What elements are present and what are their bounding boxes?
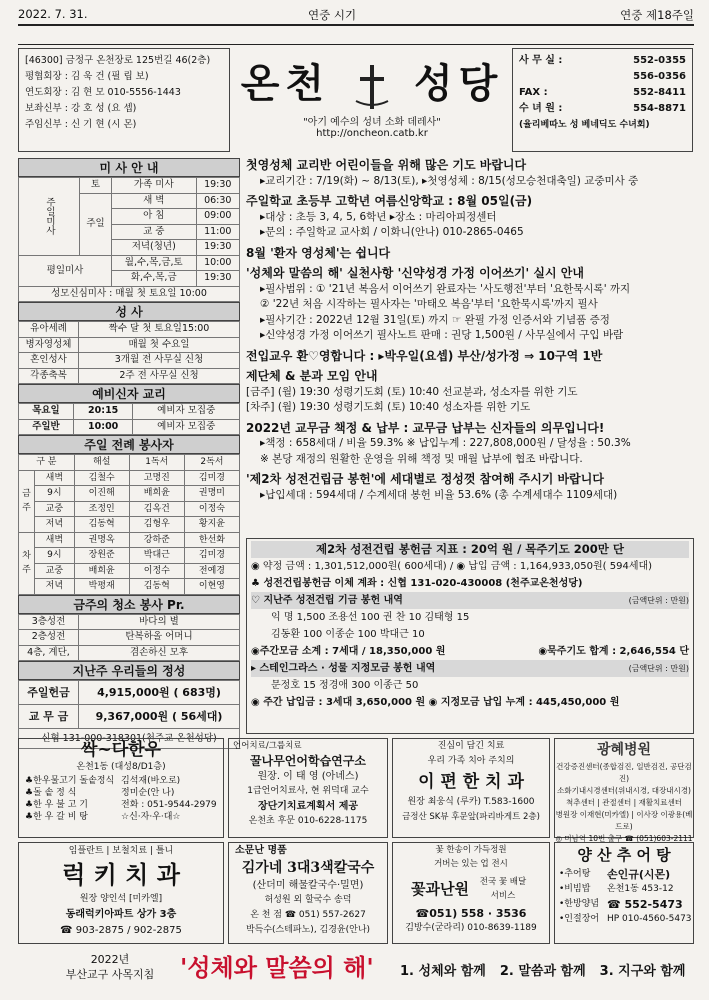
mass-schedule-table: 주일미사 토 가족 미사 19:30 주일 새 벽 06:30 아 침 09:00 교 중 11:00 저녁(청년) 19:30 평일미사 월,수,목,금,토 10:00 화,수,목,금 19:30 성모신심미사 : 매월 첫 토요일 10:00 [18,177,240,302]
server-title: 주일 전례 봉사자 [18,435,240,454]
server-table: 구 분 해설 1독서 2독서 금주 새벽 김철수 고명진 김미경 9시 이진해 배희윤 권명미 교중 조정인 김옥건 이정숙 저녁 김동혁 김형우 황지윤 차주 새벽 권명옥 강하준 한선화 9시 장원준 박대근 김미경 교중 배희윤 이정수 전예경 저녁 박평재 김동혁 이현영 [18,454,240,595]
notice-sick-communion: 8월 '환자 영성체'는 쉽니다 [246,245,391,260]
issue-date: 2022. 7. 31. [18,7,88,21]
notice-bible-copy: '성체와 말씀의 해' 실천사항 '신약성경 가정 이어쓰기' 실시 안내 [246,266,584,280]
assistant-priest: 보좌신부 : 강 호 성 (요 셉) [25,103,137,114]
masthead [236,48,508,152]
building-fund-box: 제2차 성전건립 봉헌금 지표 : 20억 원 / 목주기도 200만 단 ◉ 약정 금액 : 1,301,512,000원( 600세대) / ◉ 납입 금액 : 1,164,933,050원( 594세대) ♣ 성전건립봉헌금 이체 계좌 : 신협 131-020-430008 (천주교온천성당) ♡ 지난주 성전건립 기금 봉헌 내역 (금액단위 : 만원) 익 명 1,500 조용선 100 권 찬 10 김태형 15 김동환 100 이종순 100 박대근 10 ◉주간모금 소계 : 7세대 / 18,350,000 원 ◉묵주기도 합계 : 2,646,554 단 ▸ 스테인그라스 · 성물 지정모금 봉헌 내역 (금액단위 : 만원) 문정호 15 정경애 300 이종근 50 ◉ 주간 납입금 : 3세대 3,650,000 원 ◉ 지정모금 납입 누계 : 445,450,000 원 [246,538,694,734]
pastor: 주임신부 : 신 기 현 (시 몬) [25,119,137,130]
council-president: 평협회장 : 김 욱 건 (필 립 보) [25,71,149,82]
notice-summer-school: 주일학교 초등부 고학년 여름신앙학교 : 8월 05일(금) [246,194,533,208]
notice-first-communion: 첫영성체 교리반 어린이들을 위해 많은 기도 바랍니다 [246,158,527,172]
notice-welcome: 전입교우 환♡영합니다 : ▸박우일(요셉) 부산/성가정 ⇒ 10구역 1반 [246,348,603,363]
website-url[interactable]: http://oncheon.catb.kr [316,128,428,139]
sacrament-title: 성 사 [18,302,240,321]
footer-points: 1. 성체와 함께 2. 말씀과 함께 3. 지구와 함께 [400,964,686,979]
cross-icon [350,63,394,111]
notice-dues: 2022년 교무금 책정 & 납부 : 교무금 납부는 신자들의 의무입니다! [246,420,605,435]
cleaning-title: 금주의 청소 봉사 Pr. [18,595,240,614]
top-bar [18,5,694,25]
ad-hanwoo: 싹~다한우 온천1동 (대성8/D1층) ♣한우물고기 돌솥정식 ♣돌 솥 정 식 ♣한 우 불 고 기 ♣한 우 갈 비 탕 김석재(바오로) 정미순(안 나) 전화 : 051-9544-2979 ☆신·자·우·대☆ [18,738,224,838]
offering-table: 주일헌금 4,915,000원 ( 683명) 교 무 금 9,367,000원 ( 56세대) 신협 131-000-318301(천주교 온천성당) [18,680,240,749]
ad-hospital: 광혜병원 건강증진센터(종합검진, 일반검진, 공단검진) 소화기내시경센터(위내시경, 대장내시경) 척추센터 | 관절센터 | 재활치료센터 병원장 이재현(미카엘) | 이사장 이광용(베드로) ◎ 미남역 10번 출구 ☎ (051)603-2111 [554,738,694,838]
ad-speech: 언어치료/그룹치료 꿀나무언어학습연구소 원장. 이 태 영 (아녜스) 1급언어치료사, 현 위덕대 교수 장단기치료계획서 제공 온천초 후문 010-6228-1175 [228,738,388,838]
mass-schedule-title: 미 사 안 내 [18,158,240,177]
office-contacts: 사 무 실 : 552-0355 556-0356 FAX : 552-8411 수 녀 원 : 554-8871 (율리베따노 성 베네딕도 수녀회) [512,48,693,152]
notice-building-fund: '제2차 성전건립금 봉헌'에 세대별로 정성껏 참여해 주시기 바랍니다 [246,472,604,486]
catechumen-title: 예비신자 교리 [18,384,240,403]
ad-lucky-dental: 임플란트 | 보철치료 | 틀니 럭 키 치 과 원장 양인석 [미카엘] 동래럭키아파트 상가 3층 ☎ 903-2875 / 902-2875 [18,842,224,944]
ad-kalguksu: 소문난 명품 김가네 3대3색칼국수 (산더미 해물칼국수·밀면) 허성원 외 할국수 송덕 온 천 점 ☎ 051) 557-2627 박득수(스테파노), 김경윤(안나) [228,842,388,944]
ad-flower: 꽃 한송이 가득정원 거버는 있는 업 전시 꽃과난원 전국 꽃 배달 서비스 ☎051) 558 · 3536 김방수(굳라리) 010-8639-1189 [392,842,550,944]
notice-meetings: 제단체 & 분과 모임 안내 [246,369,378,383]
masthead-title: 온천 성당 [236,52,508,111]
footer-diocese: 2022년 부산교구 사목지침 [65,953,155,981]
top-rule [18,24,694,26]
catechumen-table: 목요일 20:15 예비자 모집중 주일반 10:00 예비자 모집중 [18,403,240,435]
offering-title: 지난주 우리들의 정성 [18,661,240,680]
liturgical-season: 연중 시기 [308,8,357,22]
district-president: 연도회장 : 김 현 모 010-5556-1443 [25,87,181,98]
patron-saint: "아기 예수의 성녀 소화 데레사" [303,117,441,128]
ad-chueotang: 양 산 추 어 탕 •추어탕 •비빔밥 •한방양념 •인절장어 손인규(시몬) 온천1동 453-12 ☎ 552-5473 HP 010-4560-5473 [554,842,694,944]
ad-dental-ipyeon: 진심이 담긴 치료 우리 가족 치아 주치의 이 편 한 치 과 원장 최웅식 (루카) T.583-1600 금정산 SK뷰 후문앞(파리바게트 2층) [392,738,550,838]
left-column [18,158,240,749]
sacrament-table: 유아세례 짝수 달 첫 토요일15:00 병자영성체 매월 첫 수요일 혼인성사 3개월 전 사무실 신청 각종축복 2주 전 사무실 신청 [18,321,240,384]
address: [46300] 금정구 온천장로 125번길 46(2층) [25,55,211,66]
footer-motto: '성체와 말씀의 해' [180,953,374,982]
convent-note: (율리베따노 성 베네딕도 수녀회) [519,120,650,130]
top-rule-2 [18,44,694,45]
cleaning-table: 3층성전 바다의 별 2층성전 탄복하올 어머니 4층, 계단, 겸손하신 모후 [18,614,240,662]
announcements: 첫영성체 교리반 어린이들을 위해 많은 기도 바랍니다 ▸교리기간 : 7/19(화) ~ 8/13(토), ▸첫영성체 : 8/15(성모승천대축일) 교중미사 중 주일학교 초등부 고학년 여름신앙학교 : 8월 05일(금) ▸대상 : 초등 3, 4, 5, 6학년 ▸장소 : 마리아피정센터 ▸문의 : 주일학교 교사회 / 이화니(안나) 010-2865-0465 8월 '환자 영성체'는 쉽니다 '성체와 말씀의 해' 실천사항 '신약성경 가정 이어쓰기' 실시 안내 ▸필사범위 : ① '21년 복음서 이어쓰기 완료자는 '사도행전'부터 '요한묵시록' 까지 ② '22년 처음 시작하는 필사자는 '마태오 복음'부터 '요한묵시록'까지 필사 ▸필사기간 : 2022년 12월 31일(토) 까지 ☞ 완필 가정 인증서와 기념품 증정 ▸신약성경 가정 이어쓰기 필사노트 판매 : 권당 1,500원 / 사무실에서 구입 바람 전입교우 환♡영합니다 : ▸박우일(요셉) 부산/성가정 ⇒ 10구역 1반 제단체 & 분과 모임 안내 [금주] (월) 19:30 성령기도회 (토) 10:40 선교분과, 성소자를 위한 기도 [차주] (월) 19:30 성령기도회 (토) 10:40 성소자를 위한 기도 2022년 교무금 책정 & 납부 : 교무금 납부는 신자들의 의무입니다! ▸책정 : 658세대 / 비율 59.3% ※ 납입누계 : 227,808,000원 / 달성율 : 50.3% ※ 본당 재정의 원활한 운영을 위해 책정 및 매월 납부에 협조 바랍니다. '제2차 성전건립금 봉헌'에 세대별로 정성껏 참여해 주시기 바랍니다 ▸납입세대 : 594세대 / 수계세대 봉헌 비율 53.6% (총 수계세대수 1109세대) [246,158,694,503]
sunday-week: 연중 제18주일 [620,8,694,22]
parish-info [18,48,230,152]
